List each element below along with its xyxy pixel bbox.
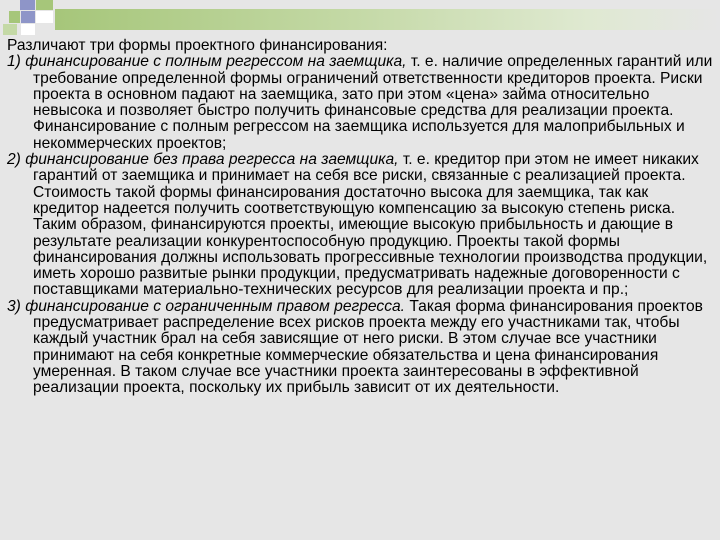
decor-square-green <box>3 24 17 35</box>
decor-square-white <box>36 11 53 23</box>
list-item <box>7 54 715 152</box>
slide-body <box>7 38 715 397</box>
item-lead: 2) финансирование без права регресса на заемщика, <box>7 151 399 169</box>
item-text: т. е. наличие определенных гарантий или требование определенной формы ограничений ответственности кредиторов проекта. Риски проекта в основном падают на заемщика, зато при этом «цена» займа относительно невысока и позволяет быстро получить финансовые средства для реализации проекта. Финансирование с полным регрессом на заемщика используется для малоприбыльных и некоммерческих проектов; <box>33 53 713 152</box>
list-item <box>7 299 715 397</box>
header-gradient-bar <box>55 9 720 30</box>
decor-square-blue <box>20 0 35 10</box>
item-text: т. е. кредитор при этом не имеет никаких гарантий от заемщика и принимает на себя все риски, связанные с реализацией проекта. Стоимость такой формы финансирования достаточно высока для заемщика, так как кредитор надеется получить соответствующую компенсацию за высокую степень риска. Таким образом, финансируются проекты, имеющие высокую прибыльность и дающие в результате реализации конкурентоспособную продукцию. Проекты такой формы финансирования должны использовать прогрессивные технологии производства продукции, иметь хорошо развитые рынки продукции, предусматривать надежные договоренности с поставщиками материально-технических ресурсов для реализации проекта и пр.; <box>33 151 708 299</box>
decor-square-blue <box>21 11 35 23</box>
decorative-header <box>0 0 720 40</box>
decor-square-green <box>36 0 53 10</box>
item-lead: 3) финансирование с ограниченным правом регресса. <box>7 297 405 315</box>
item-text: Такая форма финансирования проектов предусматривает распределение всех рисков проекта между его участниками так, чтобы каждый участник брал на себя зависящие от него риски. В этом случае все участники принимают на себя конкретные коммерческие обязательства и цена финансирования умеренная. В таком случае все участники проекта заинтересованы в эффективной реализации проекта, поскольку их прибыль зависит от их деятельности. <box>33 297 703 397</box>
decor-square-white <box>21 24 35 35</box>
list-item <box>7 152 715 299</box>
intro-text: Различают три формы проектного финансирования: <box>7 37 388 54</box>
decor-square-green <box>9 11 20 23</box>
item-lead: 1) финансирование с полным регрессом на заемщика, <box>7 53 407 71</box>
